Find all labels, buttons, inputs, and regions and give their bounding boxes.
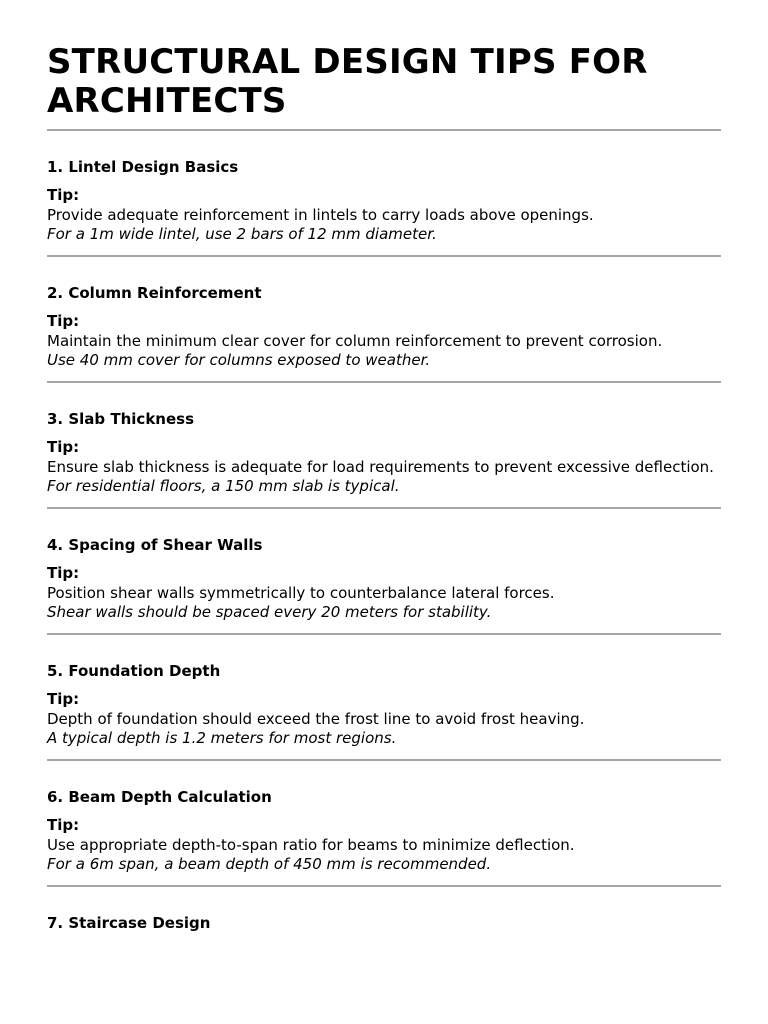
tip-label: Tip:	[47, 690, 80, 708]
tip-example: For a 6m span, a beam depth of 450 mm is recommended.	[47, 855, 492, 873]
tip-heading: 3. Slab Thickness	[47, 410, 195, 428]
tip-text: Maintain the minimum clear cover for column reinforcement to prevent corrosion.	[47, 332, 663, 350]
tip-example: A typical depth is 1.2 meters for most regions.	[47, 729, 397, 747]
tip-section-column	[47, 257, 721, 383]
tip-heading: 6. Beam Depth Calculation	[47, 788, 272, 806]
tip-label: Tip:	[47, 312, 80, 330]
tip-text: Provide adequate reinforcement in lintels to carry loads above openings.	[47, 206, 594, 224]
tip-text: Ensure slab thickness is adequate for load requirements to prevent excessive deflection.	[47, 458, 714, 476]
tip-section-beam-depth	[47, 761, 721, 887]
tip-example: Shear walls should be spaced every 20 meters for stability.	[47, 603, 492, 621]
tip-section-shear-walls	[47, 509, 721, 635]
tip-label: Tip:	[47, 564, 80, 582]
tip-text: Depth of foundation should exceed the frost line to avoid frost heaving.	[47, 710, 585, 728]
tip-text: Use appropriate depth-to-span ratio for beams to minimize deflection.	[47, 836, 575, 854]
document-title: STRUCTURAL DESIGN TIPS FOR ARCHITECTS	[47, 42, 648, 121]
tip-label: Tip:	[47, 816, 80, 834]
tip-heading: 1. Lintel Design Basics	[47, 158, 239, 176]
tip-section-lintel	[47, 131, 721, 257]
tip-example: For residential floors, a 150 mm slab is typical.	[47, 477, 400, 495]
tip-heading: 5. Foundation Depth	[47, 662, 221, 680]
tip-example: Use 40 mm cover for columns exposed to weather.	[47, 351, 431, 369]
tip-example: For a 1m wide lintel, use 2 bars of 12 mm diameter.	[47, 225, 437, 243]
tip-section-staircase	[47, 887, 721, 933]
tip-text: Position shear walls symmetrically to counterbalance lateral forces.	[47, 584, 555, 602]
tip-section-foundation	[47, 635, 721, 761]
tip-section-slab	[47, 383, 721, 509]
tip-label: Tip:	[47, 438, 80, 456]
tip-label: Tip:	[47, 186, 80, 204]
tip-heading: 2. Column Reinforcement	[47, 284, 262, 302]
tip-heading: 4. Spacing of Shear Walls	[47, 536, 263, 554]
tip-heading: 7. Staircase Design	[47, 914, 211, 932]
